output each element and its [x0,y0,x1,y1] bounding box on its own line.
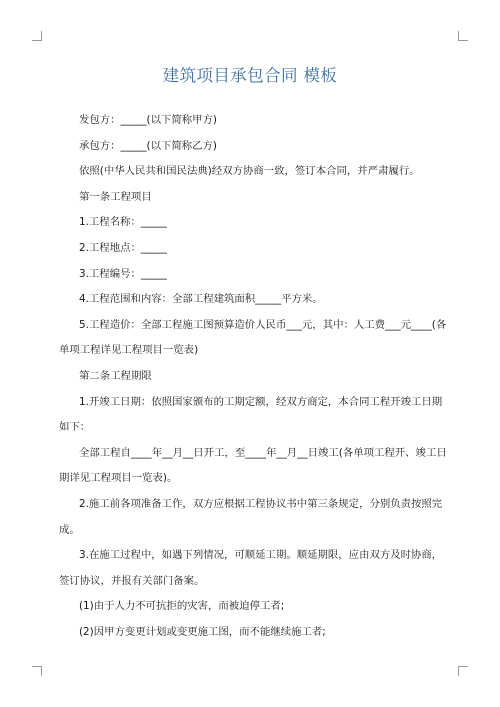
clause-1-2: 2.工程地点：_____ [79,241,167,254]
article-2-heading: 第二条工程期限 [79,369,152,382]
clause-2-2-continued: 成。 [59,523,80,536]
clause-2-1-detail: 全部工程自____年__月__日开工，至____年__月__日竣工(各单项工程开、竣工日 [79,446,447,459]
clause-2-1: 1.开竣工日期：依照国家颁布的工期定额，经双方商定，本合同工程开竣工日期 [79,395,443,408]
page-corner-mark-bottom-left [32,666,42,676]
clause-1-4: 4.工程范围和内容：全部工程建筑面积_____平方米。 [79,293,323,306]
clause-1-5: 5.工程造价：全部工程施工图预算造价人民币___元，其中：人工费___元____(各 [79,318,447,331]
paragraph-contractor: 承包方：_____(以下简称乙方) [79,139,217,152]
clause-2-3-continued: 签订协议，并报有关部门备案。 [59,574,205,587]
clause-2-3: 3.在施工过程中，如遇下列情况，可顺延工期。顺延期限，应由双方及时协商， [79,549,443,562]
page-corner-mark-top-left [32,31,42,41]
clause-1-3: 3.工程编号：_____ [79,267,167,280]
clause-1-1: 1.工程名称：_____ [79,216,167,229]
clause-2-3-item-2: (2)因甲方变更计划或变更施工图，而不能继续施工者; [79,625,326,638]
clause-1-5-continued: 单项工程详见工程项目一览表) [59,344,199,357]
article-1-heading: 第一条工程项目 [79,190,152,203]
clause-2-2: 2.施工前各项准备工作，双方应根据工程协议书中第三条规定，分别负责按照完 [79,497,443,510]
clause-2-1-continued: 如下： [59,421,91,434]
page-corner-mark-top-right [458,31,468,41]
clause-2-3-item-1: (1)由于人力不可抗拒的灾害，而被迫停工者; [79,600,285,613]
paragraph-basis: 依照(中华人民共和国民法典)经双方协商一致，签订本合同，并严肃履行。 [79,165,420,178]
page-corner-mark-bottom-right [458,666,468,676]
document-body [59,108,447,645]
paragraph-employer: 发包方：_____(以下简称甲方) [79,114,217,126]
document-title: 建筑项目承包合同 模板 [162,66,338,85]
clause-2-1-detail-continued: 期详见工程项目一览表)。 [59,472,178,485]
